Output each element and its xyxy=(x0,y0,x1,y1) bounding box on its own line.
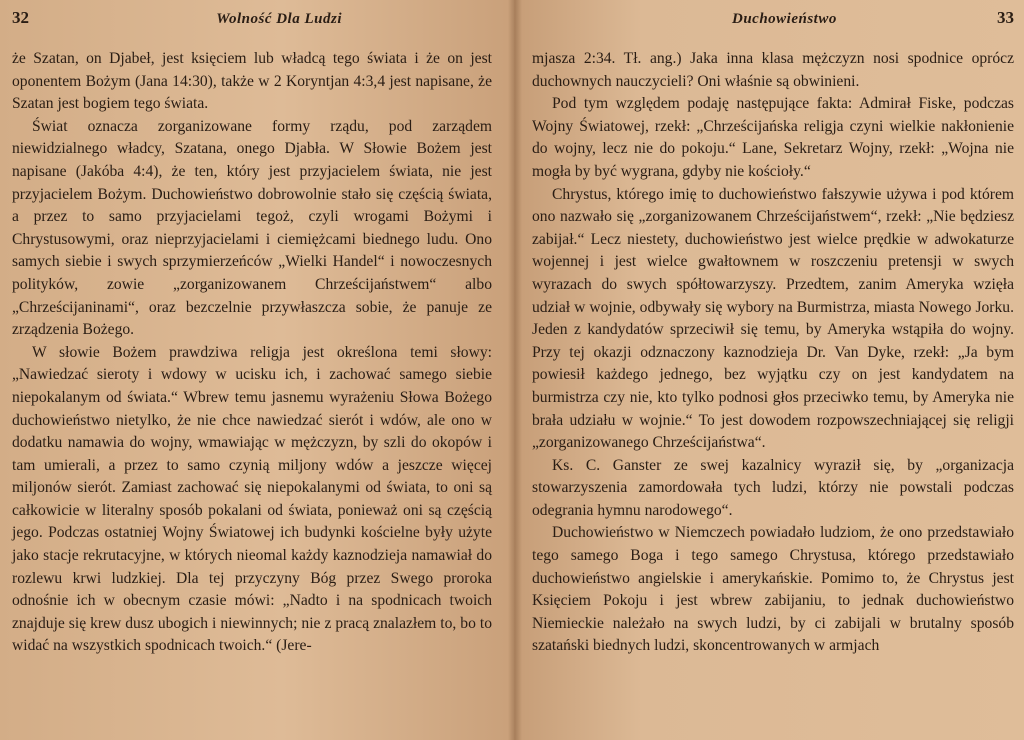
right-page-body xyxy=(532,48,1014,658)
left-page-number: 32 xyxy=(12,8,29,27)
left-page-body xyxy=(12,48,492,658)
paragraph: mjasza 2:34. Tł. ang.) Jaka inna klasa mężczyzn nosi spodnice oprócz duchownych nauczycieli? Oni właśnie są obwinieni. xyxy=(532,50,1014,90)
paragraph: że Szatan, on Djabeł, jest księciem lub władcą tego świata i że on jest oponentem Bożym (Jana 14:30), także w 2 Koryntjan 4:3,4 jest napisane, że Szatan jest bogiem tego świata. xyxy=(12,50,492,113)
left-running-head: Wolność Dla Ludzi xyxy=(216,11,342,27)
paragraph: Pod tym względem podaję następujące fakta: Admirał Fiske, podczas Wojny Światowej, rzekł: „Chrześcijańska religja czyni wielkie nakłonienie do wojny, lecz nie do pokoju.“ Lane, Sekretarz Wojny, rzekł: „Wojna nie mogła by być wygrana, gdyby nie kościoły.“ xyxy=(532,95,1014,180)
paragraph: Świat oznacza zorganizowane formy rządu, pod zarządem niewidzialnego władcy, Szatana, onego Djabła. W Słowie Bożem jest napisane (Jakóba 4:4), że ten, który jest przyjacielem świata, nie jest przyjacielem Bożym. Duchowieństwo dobrowolnie stało się częścią świata, a przez to samo przyjacielami tegoż, czyli wrogami Bożymi i Chrystusowymi, oraz nieprzyjacielami i ciemiężcami biednego ludu. Ono samych siebie i swych sprzymierzeńców „Wielki Handel“ i nowoczesnych polityków, zowie „zorganizowanem Chrześcijaństwem“ albo „Chrześcijaninami“, oraz bezczelnie przywłaszcza sobie, że panuje ze zrządzenia Bożego. xyxy=(12,117,492,339)
paragraph: Chrystus, którego imię to duchowieństwo fałszywie używa i pod którem ono nazwało się „zorganizowanem Chrześcijaństwem“, rzekł: „Nie będziesz zabijał.“ Lecz niestety, duchowieństwo jest wielce prędkie w adwokaturze wojennej i jest wielce gwałtownem w roszczeniu pretensji w swych wyrazach do swych spółtowarzyszy. Przedtem, zanim Ameryka wzięła udział w wojnie, odbywały się wybory na Burmistrza, miasta Nowego Jorku. Jeden z kandydatów sprzeciwił się temu, by Ameryka wstąpiła do wojny. Przy tej okazji odznaczony kaznodzieja Dr. Van Dyke, rzekł: „Ja bym powiesił każdego jednego, bez wyjątku czy on jest kandydatem na burmistrza czy nie, kto tylko podnosi głos przeciwko temu, by Ameryka nie brała udziału w wojnie.“ To jest dowodem rozpowszechniającej się religji „zorganizowanego Chrześcijaństwa“. xyxy=(532,185,1014,452)
paragraph: Duchowieństwo w Niemczech powiadało ludziom, że ono przedstawiało tego samego Boga i tego samego Chrystusa, którego przedstawiało duchowieństwo angielskie i amerykańskie. Pomimo to, że Chrystus jest Księciem Pokoju i jest wbrew zabijaniu, to jednak duchowieństwo Niemieckie należało na swych ludzi, by ci zabijali w brutalny sposób szatański biednych ludzi, skoncentrowanych w armjach xyxy=(532,524,1014,655)
right-page-header xyxy=(532,8,1014,34)
paragraph: Ks. C. Ganster ze swej kazalnicy wyraził się, by „organizacja stowarzyszenia zamordowała tych ludzi, którzy nie powstali podczas odegrania hymnu narodowego“. xyxy=(532,456,1014,519)
left-page-header xyxy=(12,8,492,34)
right-page xyxy=(514,0,1024,740)
right-running-head: Duchowieństwo xyxy=(732,11,837,27)
right-page-number: 33 xyxy=(997,8,1014,27)
paragraph: W słowie Bożem prawdziwa religja jest określona temi słowy: „Nawiedzać sieroty i wdowy w ucisku ich, i zachować samego siebie niepokalanym od świata.“ Wbrew temu jasnemu wyrażeniu Słowa Bożego duchowieństwo nietylko, że nie chce nawiedzać sierót i wdów, ale ono w dodatku namawia do wojny, wmawiając w mężczyzn, by szli do okopów i tam umierali, a przez to samo czynią miljony wdów a jeszcze więcej miljonów sierót. Zamiast zachować się niepokalanymi od świata, to oni są całkowicie w literalny sposób pokalani od świata, ponieważ oni są częścią jego. Podczas ostatniej Wojny Światowej ich budynki kościelne były użyte jako stacje rekrutacyjne, w których nieomal każdy kaznodzieja namawiał do rozlewu krwi ludzkiej. Dla tej przyczyny Bóg przez Swego proroka odnośnie ich w obecnym czasie mówi: „Nadto i na spodnicach twoich znajduje się krew dusz ubogich i niewinnych; nie z pracą znalazłem to, bo to widać na wszystkich spodnicach twoich.“ (Jere- xyxy=(12,343,492,655)
